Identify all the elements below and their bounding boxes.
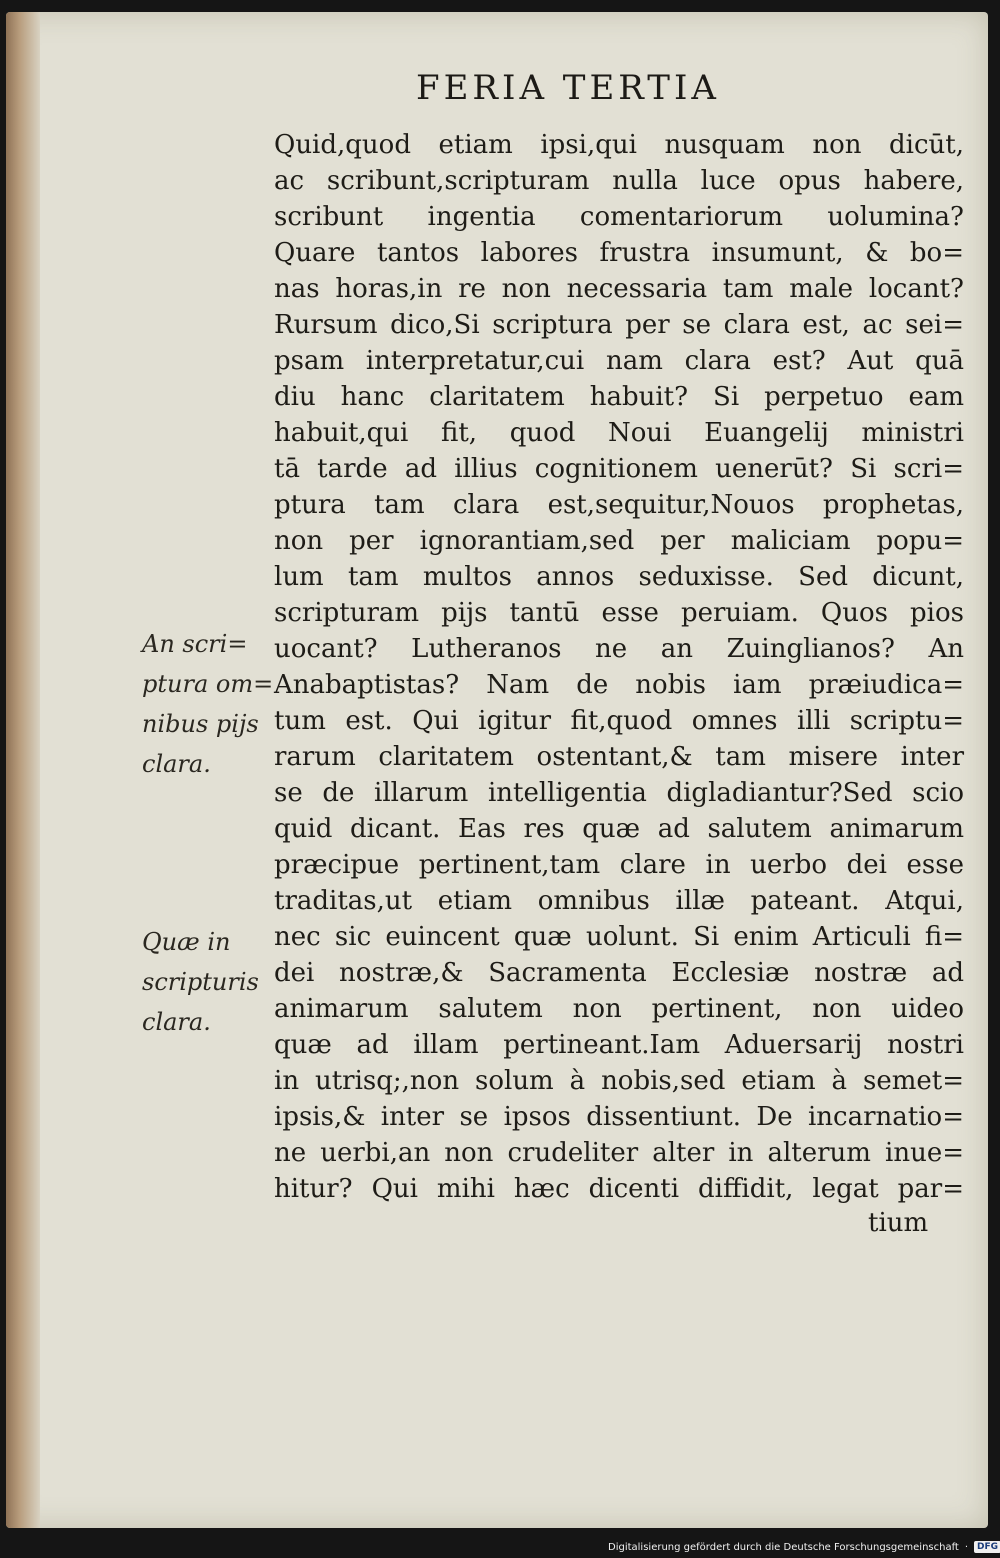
text-line: præcipue pertinent,tam clare in uerbo dei esse	[274, 850, 964, 880]
marginal-note-line: scripturis	[142, 968, 259, 996]
text-line: rarum claritatem ostentant,& tam misere inter	[274, 742, 964, 772]
book-page	[6, 12, 988, 1528]
dfg-logo: DFG	[974, 1541, 1000, 1553]
text-line: nec sic euincent quæ uolunt. Si enim Articuli fi=	[274, 922, 964, 952]
text-line: tum est. Qui igitur fit,quod omnes illi scriptu=	[274, 706, 964, 736]
text-line: uocant? Lutheranos ne an Zuinglianos? An	[274, 634, 964, 664]
marginal-note	[142, 922, 259, 1042]
text-line: nas horas,in re non necessaria tam male locant?	[274, 274, 964, 304]
text-line: lum tam multos annos seduxisse. Sed dicunt,	[274, 562, 964, 592]
marginal-note-line: ptura om=	[142, 670, 274, 698]
text-line: Anabaptistas? Nam de nobis iam præiudica=	[274, 670, 964, 700]
text-line: non per ignorantiam,sed per maliciam popu=	[274, 526, 964, 556]
text-line: ptura tam clara est,sequitur,Nouos prophetas,	[274, 490, 964, 520]
text-line: traditas,ut etiam omnibus illæ pateant. Atqui,	[274, 886, 964, 916]
text-line: Quare tantos labores frustra insumunt, & bo=	[274, 238, 964, 268]
text-line: dei nostræ,& Sacramenta Ecclesiæ nostræ ad	[274, 958, 964, 988]
text-line: ac scribunt,scripturam nulla luce opus habere,	[274, 166, 964, 196]
funding-credit-bar	[608, 1537, 1000, 1557]
marginal-note-line: An scri=	[142, 630, 248, 658]
funding-credit-text: Digitalisierung gefördert durch die Deutsche Forschungsgemeinschaft	[608, 1541, 959, 1553]
text-line: ipsis,& inter se ipsos dissentiunt. De incarnatio=	[274, 1102, 964, 1132]
text-line: scripturam pijs tantū esse peruiam. Quos pios	[274, 598, 964, 628]
text-line: habuit,qui fit, quod Noui Euangelij ministri	[274, 418, 964, 448]
text-line: Rursum dico,Si scriptura per se clara est, ac sei=	[274, 310, 964, 340]
running-head: FERIA TERTIA	[416, 68, 720, 108]
text-line: animarum salutem non pertinent, non uideo	[274, 994, 964, 1024]
text-line: quid dicant. Eas res quæ ad salutem animarum	[274, 814, 964, 844]
text-line: Quid,quod etiam ipsi,qui nusquam non dicūt,	[274, 130, 964, 160]
text-line: tā tarde ad illius cognitionem uenerūt? Si scri=	[274, 454, 964, 484]
main-text-block	[274, 127, 964, 1207]
text-line: hitur? Qui mihi hæc dicenti diffidit, legat par=	[274, 1174, 964, 1204]
text-line: scribunt ingentia comentariorum uolumina?	[274, 202, 964, 232]
text-line: in utrisq;,non solum à nobis,sed etiam à semet=	[274, 1066, 964, 1096]
page-fore-edge	[6, 12, 40, 1528]
marginal-note-line: nibus pijs	[142, 710, 259, 738]
text-line: ne uerbi,an non crudeliter alter in alterum inue=	[274, 1138, 964, 1168]
text-line: psam interpretatur,cui nam clara est? Aut quā	[274, 346, 964, 376]
marginal-note-line: clara.	[142, 750, 211, 778]
marginal-note-line: clara.	[142, 1008, 211, 1036]
text-line: quæ ad illam pertineant.Iam Aduersarij nostri	[274, 1030, 964, 1060]
catchword: tium	[868, 1208, 929, 1238]
text-line: se de illarum intelligentia digladiantur?Sed scio	[274, 778, 964, 808]
text-line: diu hanc claritatem habuit? Si perpetuo eam	[274, 382, 964, 412]
credit-separator: ·	[964, 1541, 969, 1553]
marginal-note	[142, 624, 273, 784]
marginal-note-line: Quæ in	[142, 928, 231, 956]
